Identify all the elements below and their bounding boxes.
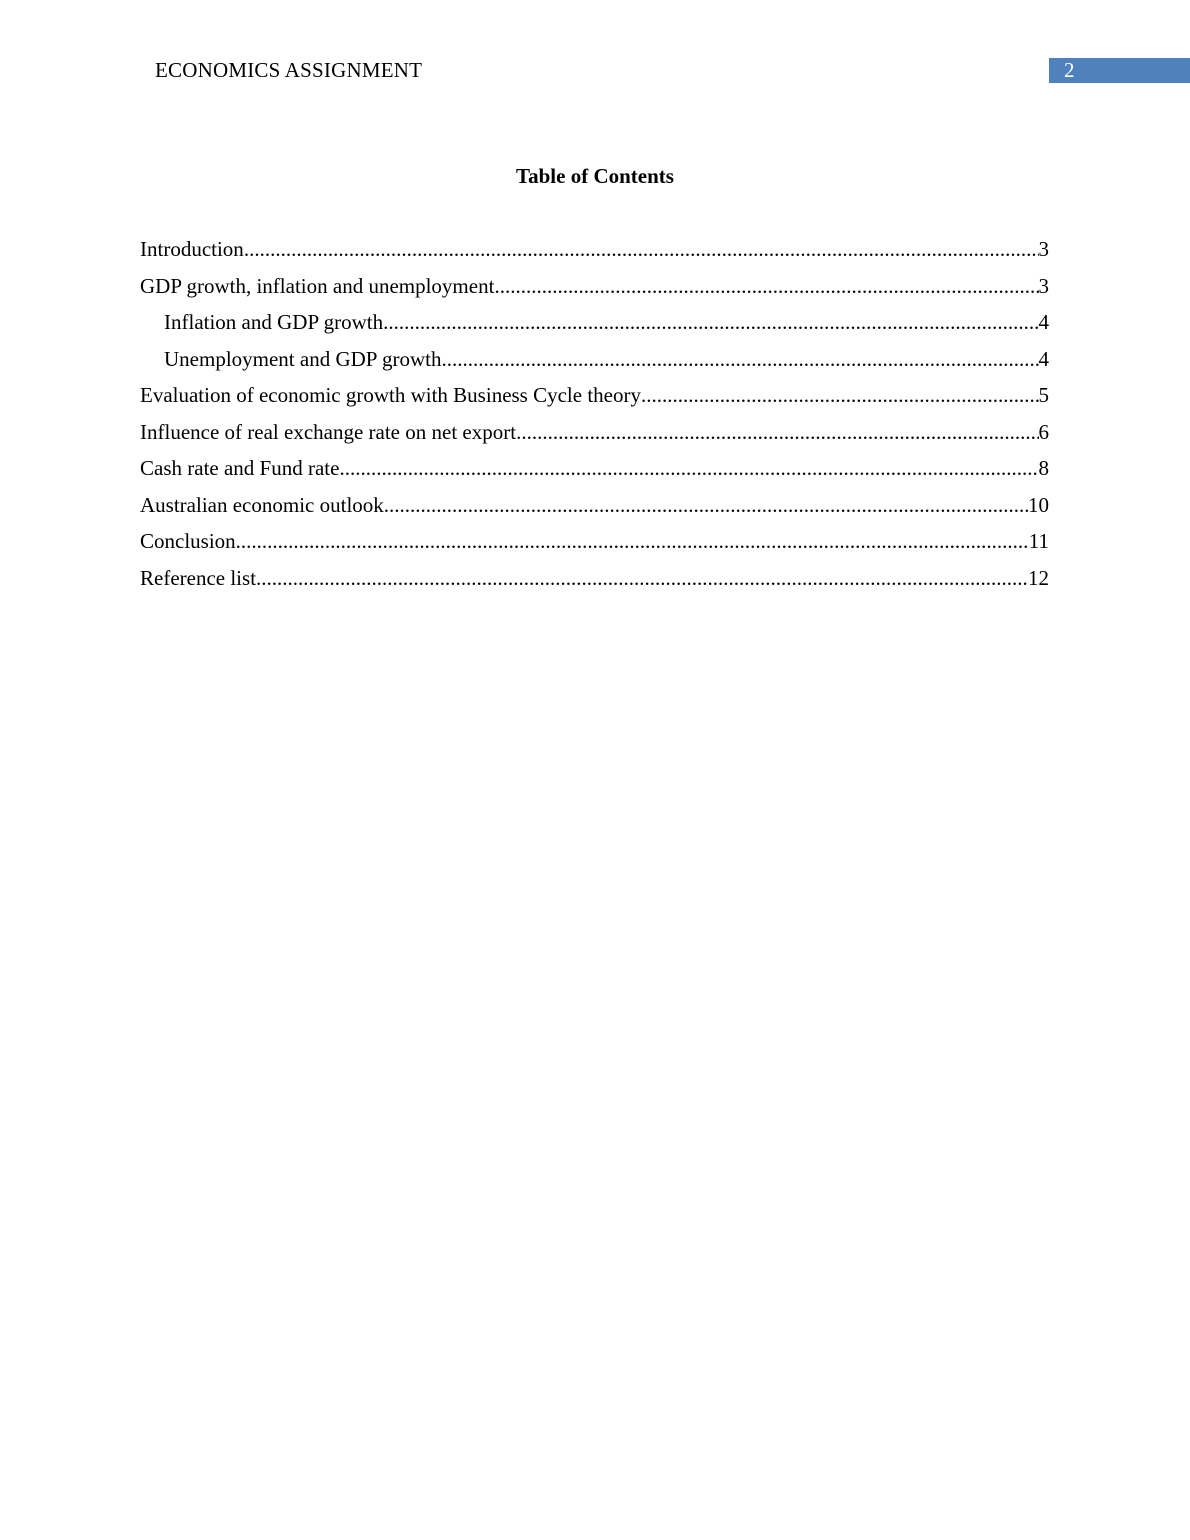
toc-entry-gdp-growth-inflation-unemployment[interactable] <box>140 268 1049 305</box>
toc-entry-reference-list[interactable] <box>140 560 1049 597</box>
toc-list <box>140 231 1049 596</box>
toc-entry-page: 5 <box>1038 383 1049 407</box>
toc-entry-label: Australian economic outlook <box>140 492 384 517</box>
toc-entry-label: Cash rate and Fund rate <box>140 456 340 480</box>
toc-dot-leader <box>383 304 1038 341</box>
toc-dot-leader <box>494 268 1038 305</box>
toc-entry-page: 11 <box>1028 529 1049 553</box>
toc-dot-leader <box>441 341 1038 378</box>
toc-dot-leader <box>256 560 1028 597</box>
toc-entry-australian-outlook[interactable] <box>140 487 1049 524</box>
toc-entry-label: Unemployment and GDP growth <box>164 346 442 371</box>
toc-dot-leader <box>516 414 1038 451</box>
running-header-title: ECONOMICS ASSIGNMENT <box>155 58 423 82</box>
toc-entry-unemployment-gdp-growth[interactable] <box>140 341 1049 378</box>
toc-entry-page: 4 <box>1038 310 1049 334</box>
toc-entry-business-cycle[interactable] <box>140 377 1049 414</box>
toc-dot-leader <box>641 377 1039 414</box>
toc-entry-page: 10 <box>1028 492 1049 517</box>
toc-entry-page: 8 <box>1038 456 1049 480</box>
toc-entry-page: 3 <box>1038 237 1049 261</box>
toc-dot-leader <box>339 450 1038 487</box>
toc-dot-leader <box>236 523 1029 560</box>
toc-entry-introduction[interactable] <box>140 231 1049 268</box>
toc-entry-conclusion[interactable] <box>140 523 1049 560</box>
page-number: 2 <box>1064 58 1075 82</box>
toc-entry-inflation-gdp-growth[interactable] <box>140 304 1049 341</box>
toc-entry-page: 6 <box>1038 419 1049 444</box>
toc-entry-page: 4 <box>1038 346 1049 371</box>
toc-entry-page: 3 <box>1038 273 1049 298</box>
toc-entry-cash-rate[interactable] <box>140 450 1049 487</box>
toc-entry-label: GDP growth, inflation and unemployment <box>140 273 495 298</box>
toc-entry-label: Conclusion <box>140 529 236 553</box>
toc-dot-leader <box>384 487 1028 524</box>
toc-entry-label: Introduction <box>140 237 244 261</box>
toc-entry-real-exchange-rate[interactable] <box>140 414 1049 451</box>
toc-entry-label: Reference list <box>140 565 257 590</box>
toc-entry-label: Inflation and GDP growth <box>164 310 384 334</box>
toc-entry-label: Evaluation of economic growth with Business Cycle theory <box>140 383 641 407</box>
toc-entry-label: Influence of real exchange rate on net export <box>140 419 517 444</box>
toc-dot-leader <box>244 231 1039 268</box>
toc-entry-page: 12 <box>1028 565 1049 590</box>
toc-heading: Table of Contents <box>516 164 674 188</box>
page-number-badge <box>1049 58 1190 83</box>
